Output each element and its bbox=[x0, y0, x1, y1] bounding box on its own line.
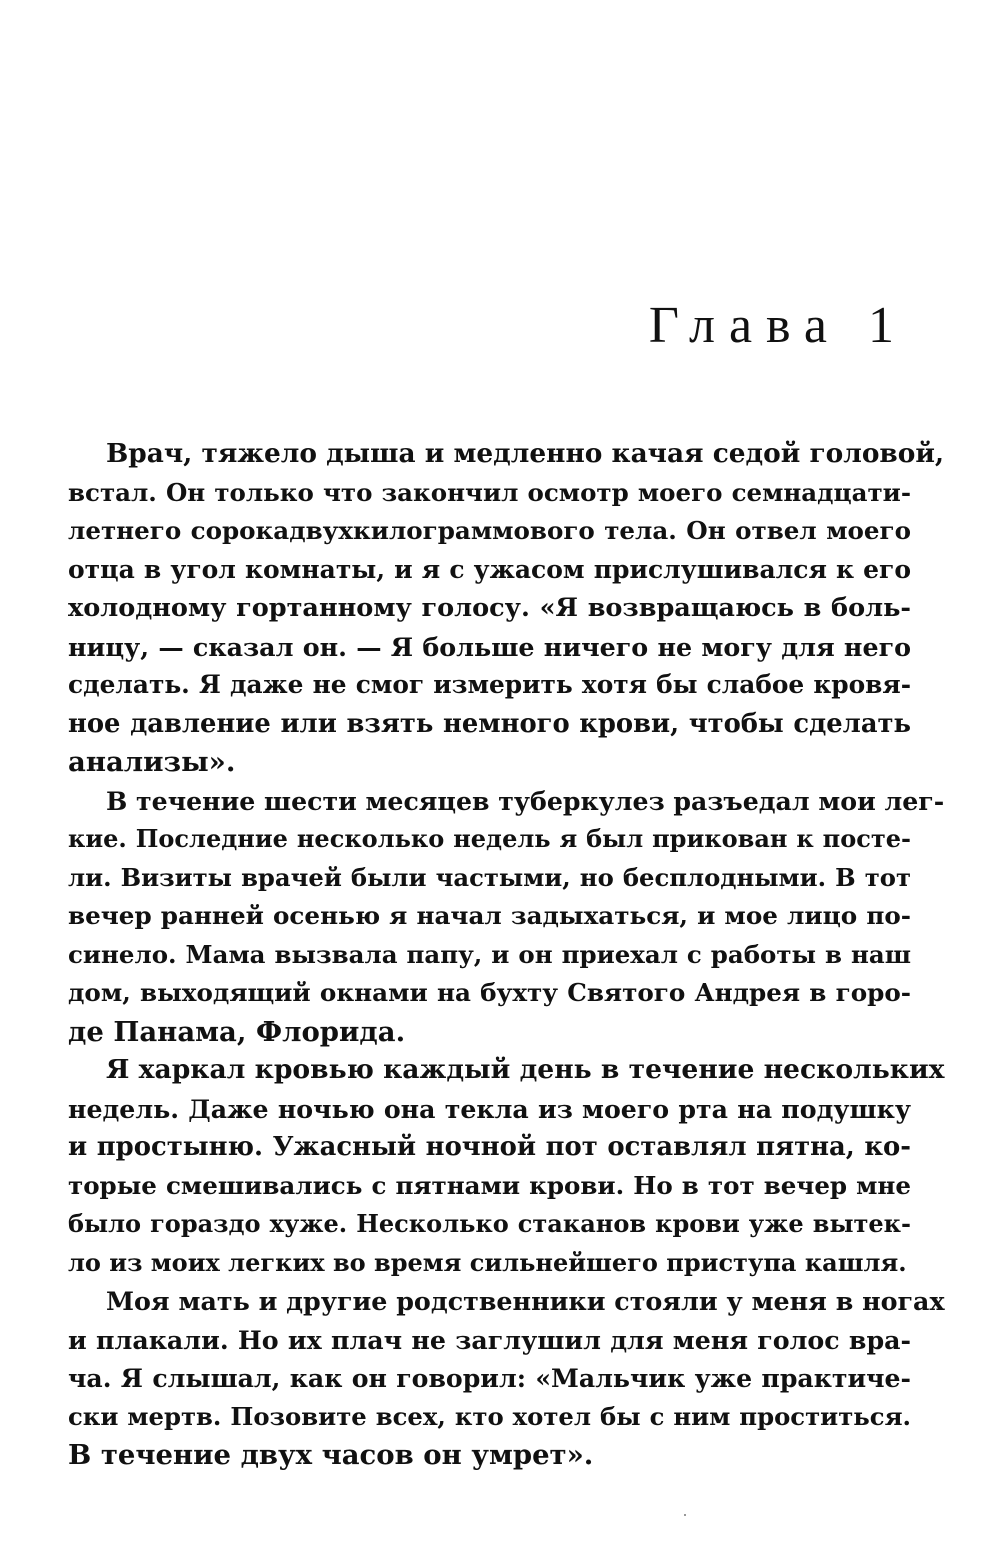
text-line: было гораздо хуже. Несколько стаканов крови уже вытек- bbox=[68, 1209, 911, 1238]
text-line: ницу, — сказал он. — Я больше ничего не могу для него bbox=[68, 631, 911, 662]
text-line: В течение шести месяцев туберкулез разъедал мои лег- bbox=[106, 785, 945, 816]
text-line: сделать. Я даже не смог измерить хотя бы слабое кровя- bbox=[68, 670, 911, 699]
text-line: летнего сорокадвухкилограммового тела. Он отвел моего bbox=[68, 516, 911, 545]
text-line: дом, выходящий окнами на бухту Святого Андрея в горо- bbox=[68, 978, 911, 1007]
text-line: ло из моих легких во время сильнейшего приступа кашля. bbox=[68, 1247, 907, 1277]
text-line: анализы». bbox=[68, 746, 236, 778]
text-line: и простыню. Ужасный ночной пот оставлял пятна, ко- bbox=[68, 1132, 911, 1162]
text-line: торые смешивались с пятнами крови. Но в тот вечер мне bbox=[68, 1170, 911, 1200]
text-line: вечер ранней осенью я начал задыхаться, и мое лицо по- bbox=[68, 901, 911, 930]
text-line: холодному гортанному голосу. «Я возвращаюсь в боль- bbox=[68, 593, 911, 623]
text-line: кие. Последние несколько недель я был прикован к посте- bbox=[68, 824, 911, 853]
text-line: де Панама, Флорида. bbox=[68, 1015, 406, 1048]
text-line: ча. Я слышал, как он говорил: «Мальчик уже практиче- bbox=[68, 1363, 911, 1393]
text-line: Моя мать и другие родственники стояли у меня в ногах bbox=[106, 1286, 945, 1316]
text-line: отца в угол комнаты, и я с ужасом прислушивался к его bbox=[68, 554, 911, 584]
body-text bbox=[68, 435, 945, 1475]
text-line: и плакали. Но их плач не заглушил для меня голос вра- bbox=[68, 1324, 911, 1355]
page-speck bbox=[684, 1514, 686, 1516]
paragraph bbox=[68, 1282, 945, 1475]
text-line: ное давление или взять немного крови, чтобы сделать bbox=[68, 708, 911, 739]
text-line: Я харкал кровью каждый день в течение нескольких bbox=[106, 1054, 945, 1085]
text-line: ли. Визиты врачей были частыми, но бесплодными. В тот bbox=[68, 862, 911, 892]
text-line: синело. Мама вызвала папу, и он приехал с работы в наш bbox=[68, 939, 911, 969]
text-line: В течение двух часов он умрет». bbox=[68, 1439, 594, 1471]
chapter-title: Глава 1 bbox=[648, 297, 908, 354]
paragraph bbox=[68, 1051, 945, 1282]
paragraph bbox=[68, 435, 945, 782]
text-line: недель. Даже ночью она текла из моего рта на подушку bbox=[68, 1093, 911, 1124]
text-line: встал. Он только что закончил осмотр моего семнадцати- bbox=[68, 477, 911, 507]
text-line: ски мертв. Позовите всех, кто хотел бы с ним проститься. bbox=[68, 1401, 911, 1431]
text-line: Врач, тяжело дыша и медленно качая седой головой, bbox=[106, 438, 945, 469]
paragraph bbox=[68, 782, 945, 1052]
